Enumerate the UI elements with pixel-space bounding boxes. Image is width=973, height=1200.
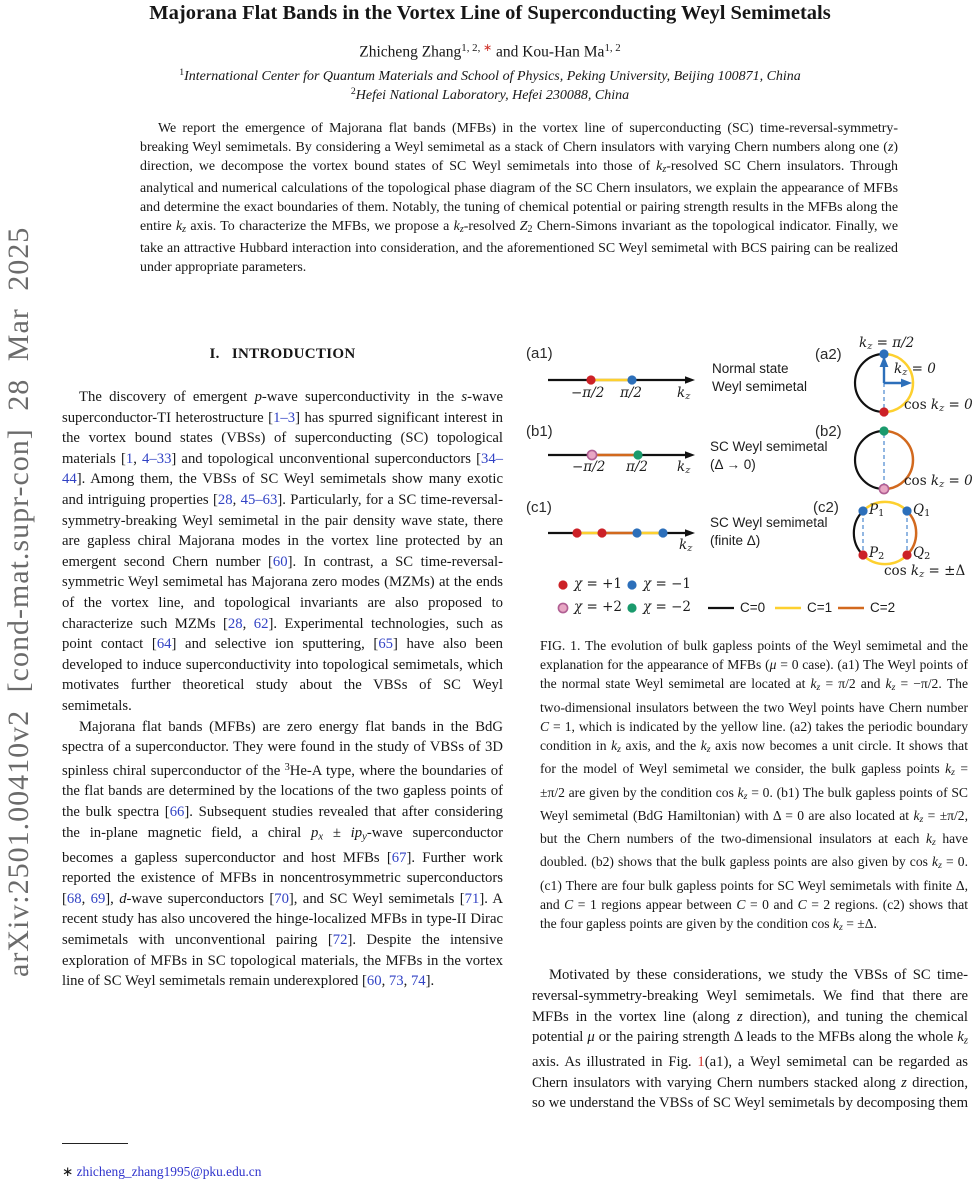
b1-kz-axis-label: kz [677, 459, 691, 477]
legend-C0-label: C=0 [740, 600, 766, 615]
panel-c2-circle [854, 502, 916, 564]
figure-reference-link[interactable]: 1 [697, 1054, 705, 1071]
citation-link[interactable]: 69 [90, 890, 106, 907]
b2-cos-kz-zero-label: cos kz = 0 [904, 473, 973, 491]
citation-link[interactable]: 66 [169, 804, 185, 821]
paper-title: Majorana Flat Bands in the Vortex Line of Superconducting Weyl Semimetals [149, 2, 831, 24]
b1-description-line2: (Δ → 0) [710, 457, 756, 472]
citation-link[interactable]: 73 [388, 973, 404, 990]
c1-description-line1: SC Weyl semimetal [710, 515, 828, 530]
figure-1 [522, 335, 973, 632]
section-heading-introduction: I. INTRODUCTION [209, 346, 356, 362]
citation-link[interactable]: 60 [366, 973, 382, 990]
citation-link[interactable]: 34–44 [62, 450, 504, 488]
citation-link[interactable]: 1–3 [273, 409, 296, 426]
panel-tag-c2: (c2) [813, 499, 839, 516]
intro-paragraph-1: The discovery of emergent p-wave superconductivity in the s-wave superconductor-TI heterostructure [1–3] has spurred significant interest in the vortex bound states (VBSs) of superconducting (SC) topological materials [1, 4–33] and topological unconventional superconductors [34–44]. Among them, the VBSs of SC Weyl semimetals show many exotic and intriguing properties [28, 45–63]. Particularly, for a SC time-reversal-symmetry-breaking Weyl semimetal in the pair density wave state, there are gapless chiral Majorana modes in the vortex line protected by an emergent second Chern number [60]. In contrast, a SC time-reversal-symmetric Weyl semimetal has Majorana zero modes (MZMs) at the ends of the vortex line, and topological invariants are also proposed to characterize such MZMs [28, 62]. Experimental technologies, such as point contact [64] and selective ion sputtering, [65] have also been developed to induce superconductivity into topological semimetals, which motivates further theoretical study about the VBSs of SC Weyl semimetals. [62, 389, 504, 714]
a2-kz-pi-half-label: kz = π/2 [859, 335, 915, 353]
panel-c1-axis [548, 528, 695, 537]
panel-tag-b2: (b2) [815, 423, 842, 440]
legend-C1-label: C=1 [807, 600, 833, 615]
panel-tag-a2: (a2) [815, 346, 842, 363]
gapless-point-red-dot [879, 407, 888, 416]
citation-link[interactable]: 74 [410, 973, 426, 990]
affiliation-2: $^2$Hefei National Laboratory, Hefei 230088, China [350, 86, 630, 103]
left-column [62, 340, 503, 1200]
citation-link[interactable]: 1 [125, 450, 134, 467]
c2-P2-label: P2 [869, 545, 885, 563]
citation-link[interactable]: 4–33 [142, 450, 172, 467]
P1-blue-dot [858, 506, 867, 515]
motivation-paragraph: Motivated by these considerations, we study the VBSs of SC time-reversal-symmetry-breaking Weyl semimetals. We find that there are MFBs in the vortex line (along z direction), and tuning the chemical potential μ or the pairing strength Δ leads to the MFBs along the whole kz axis. As illustrated in Fig. 1(a1), a Weyl semimetal can be regarded as Chern insulators with varying Chern numbers stacked along z direction, so we understand the VBSs of SC Weyl semimetals by decomposing them [532, 967, 969, 1112]
legend-blue-dot [627, 580, 636, 589]
legend-chi-minus2-label: χ = −2 [643, 599, 691, 615]
panel-tag-b1: (b1) [526, 423, 553, 440]
citation-link[interactable]: 65 [378, 636, 394, 653]
citation-link[interactable]: 71 [464, 890, 480, 907]
Q1-blue-dot [902, 506, 911, 515]
a1-kz-axis-label: kz [677, 385, 691, 403]
gapless-point-pink-dot [879, 484, 888, 493]
c2-P1-label: P1 [869, 502, 885, 520]
axis-arrow-icon [685, 376, 695, 383]
arxiv-watermark: arXiv:2501.00410v2 [cond-mat.supr-con] 28 Mar 2025 [2, 226, 35, 978]
citation-link[interactable]: 28 [217, 491, 233, 508]
panel-tag-c1: (c1) [526, 499, 552, 516]
a2-kz-zero-label: kz = 0 [894, 361, 936, 379]
weyl-point-red-dot [586, 375, 595, 384]
panel-tag-a1: (a1) [526, 345, 553, 362]
citation-link[interactable]: 72 [332, 931, 348, 948]
c2-Q2-label: Q2 [913, 545, 931, 563]
gapless-point-red-dot [597, 528, 606, 537]
b1-pi-half-label: π/2 [626, 459, 649, 475]
legend-chi-plus1-label: χ = +1 [574, 576, 622, 592]
footnote-rule [62, 1143, 128, 1144]
email-link[interactable]: zhicheng_zhang1995@pku.edu.cn [76, 1164, 262, 1179]
right-column [526, 335, 973, 1200]
affiliation-1: $^1$International Center for Quantum Materials and School of Physics, Peking University, Beijing 100871, China [179, 67, 801, 84]
a1-description-line2: Weyl semimetal [712, 379, 808, 394]
citation-link[interactable]: 64 [156, 636, 172, 653]
citation-link[interactable]: 68 [66, 890, 82, 907]
legend-chi-minus1-label: χ = −1 [643, 576, 691, 592]
legend-chi-plus2-label: χ = +2 [574, 599, 622, 615]
citation-link[interactable]: 62 [253, 615, 269, 632]
panel-a1-axis [548, 375, 695, 384]
weyl-point-blue-dot [627, 375, 636, 384]
citation-link[interactable]: 67 [391, 849, 407, 866]
c1-description-line2: (finite Δ) [710, 533, 761, 548]
legend-pink-dot [558, 603, 567, 612]
legend-red-dot [558, 580, 567, 589]
citation-link[interactable]: 28 [227, 615, 243, 632]
axis-arrow-icon [685, 529, 695, 536]
citation-link[interactable]: 45–63 [240, 491, 278, 508]
legend-C2-label: C=2 [870, 600, 896, 615]
axis-arrow-icon [685, 451, 695, 458]
author-line: Zhicheng Zhang$^{1, 2,}$ ∗ and Kou-Han Ma$^{1, 2}$ [359, 42, 621, 61]
b1-description-line1: SC Weyl semimetal [710, 439, 828, 454]
a1-minus-pi-half-label: −π/2 [571, 385, 605, 401]
panel-b1-axis [548, 450, 695, 459]
abstract: We report the emergence of Majorana flat bands (MFBs) in the vortex line of superconducting (SC) time-reversal-symmetry-breaking Weyl semimetals. By considering a Weyl semimetal as a stack of Chern insulators with varying Chern numbers along one (z) direction, we decompose the vortex bound states of SC Weyl semimetals into those of kz-resolved SC Chern insulators. Through analytical and numerical calculations of the topological phase diagram of the SC Chern insulators, we explain the appearance of MFBs and determine the exact boundaries of them. Notably, the tuning of chemical potential or pairing strength results in the MFBs along the entire kz axis. To characterize the MFBs, we propose a kz-resolved Z2 Chern-Simons invariant as the topological indicator. Finally, we take an attractive Hubbard interaction into consideration, and the aforementioned SC Weyl semimetal with BCS pairing can be realized under appropriate parameters. [140, 121, 898, 276]
figure-1-caption: FIG. 1. The evolution of bulk gapless points of the Weyl semimetal and the explanation for the appearance of MFBs (μ = 0 case). (a1) The Weyl points of the normal state Weyl semimetal are located at kz = π/2 and kz = −π/2. The two-dimensional insulators between the two Weyl points have Chern number C = 1, which is indicated by the yellow line. (a2) takes the periodic boundary condition in kz axis, and the kz axis now becomes a unit circle. It shows that for the model of Weyl semimetal we consider, the bulk gapless points kz = ±π/2 are given by the condition cos kz = 0. (b1) The bulk gapless points of SC Weyl semimetal (BdG Hamiltonian) with Δ = 0 are also located at kz = ±π/2, but the Chern numbers of the two-dimensional insulators at each kz have doubled. (b2) shows that the bulk gapless points are also given by cos kz = 0. (c1) There are four bulk gapless points for SC Weyl semimetals with finite Δ, and C = 1 regions appear between C = 0 and C = 2 regions. (c2) shows that the four gapless points are given by the condition cos kz = ±Δ. [540, 638, 969, 934]
legend-green-dot [627, 603, 636, 612]
citation-link[interactable]: 60 [272, 553, 288, 570]
a2-cos-kz-zero-label: cos kz = 0 [904, 397, 973, 415]
c2-Q1-label: Q1 [913, 502, 931, 520]
Q2-red-dot [902, 550, 911, 559]
P2-red-dot [858, 550, 867, 559]
b1-minus-pi-half-label: −π/2 [572, 459, 606, 475]
intro-paragraph-2: Majorana flat bands (MFBs) are zero energy flat bands in the BdG spectra of a superconductor. They were found in the study of VBSs of 3D spinless chiral superconductor of the $^3$He-A type, where the boundaries of the flat bands are determined by the locations of the two gapless points of the bulk spectra [66]. Subsequent studies revealed that after considering the in-plane magnetic field, a chiral px ± ipy-wave superconductor becomes a gapless superconductor and host MFBs [67]. Further work reported the existence of MFBs in noncentrosymmetric superconductors [68, 69], d-wave superconductors [70], and SC Weyl semimetals [71]. A recent study has also uncovered the hinge-localized MFBs in type-II Dirac semimetals with unconventional pairing [72]. Despite the intensive exploration of MFBs in SC topological materials, the MFBs in the vortex line of SC Weyl semimetals remain underexplored [60, 73, 74]. [62, 718, 503, 990]
gapless-point-blue-dot [658, 528, 667, 537]
gapless-point-red-dot [572, 528, 581, 537]
c1-kz-axis-label: kz [679, 537, 693, 555]
right-arrow-icon [901, 379, 912, 388]
a1-pi-half-label: π/2 [620, 385, 643, 401]
citation-link[interactable]: 70 [274, 890, 289, 907]
gapless-point-blue-dot [632, 528, 641, 537]
gapless-point-green-dot [879, 426, 888, 435]
c2-cos-kz-pm-delta-label: cos kz = ±Δ [884, 563, 966, 581]
a1-description-line1: Normal state [712, 361, 789, 376]
footnote-email: ∗ zhicheng_zhang1995@pku.edu.cn [62, 1164, 262, 1179]
